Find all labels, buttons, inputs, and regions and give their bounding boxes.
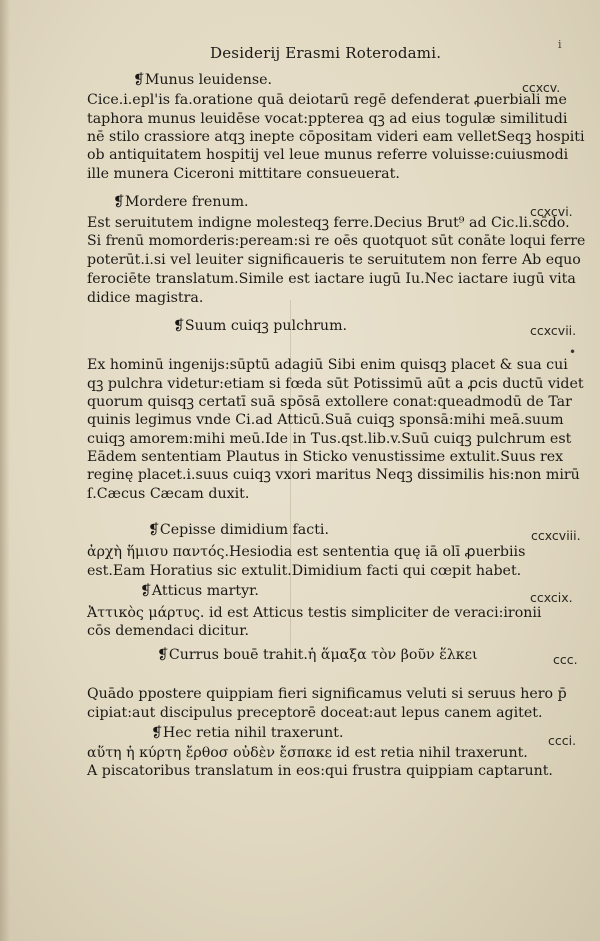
adage-300-lemma: ❡Currus bouē trahit.ἡ ἅμαξα τὸν βοῦν ἕλκει: [157, 647, 478, 663]
adage-295-line-4: ob antiquitatem hospitij vel leue munus referre voluisse:cuiusmodi: [87, 147, 569, 163]
adage-295-line-2: taphora munus leuidēse vocat:ppterea qꝫ ad eius togulæ similitudi: [87, 111, 568, 127]
adage-296-line-4: ferociēte translatum.Simile est iactare iugū Iu.Nec iactare iugū vita: [87, 271, 576, 287]
adage-297-line-2: qꝫ pulchra videtur:etiam si fœda sūt Potissimū aūt a ꝓcis ductū videt: [87, 376, 584, 392]
adage-297-line-1: Ex hominū ingenijs:sūptū adagiū Sibi enim quisqꝫ placet & sua cui: [87, 357, 568, 373]
adage-297-line-7: reginę placet.i.suus cuiqꝫ vxori maritus Neqꝫ dissimilis his:non mirū: [87, 467, 580, 483]
adage-298-line-1: ἀρχὴ ἥμισυ παντός.Hesiodia est sententia quę iā olī ꝓuerbiis: [87, 544, 526, 560]
adage-301-line-2: A piscatoribus translatum in eos:qui frustra quippiam captarunt.: [87, 763, 553, 779]
adage-299-lemma: ❡Atticus martyr.: [140, 583, 259, 599]
adage-297-line-5: cuiqꝫ amorem:mihi meū.Ide in Tus.qst.lib.v.Suū cuiqꝫ pulchrum est: [87, 431, 572, 447]
adage-295-line-3: nē stilo crassiore atqꝫ inepte cōpositam videri eam velletSeqꝫ hospiti: [87, 129, 585, 145]
page-edge-shadow: [0, 0, 10, 941]
adage-295-line-5: ille munera Ciceroni mittitare consueuerat.: [87, 166, 400, 182]
adage-297-lemma: ❡Suum cuiqꝫ pulchrum.: [173, 318, 348, 334]
adage-299-line-2: cōs demendaci dicitur.: [87, 623, 249, 639]
adage-298-lemma: ❡Cepisse dimidium facti.: [148, 522, 329, 538]
margin-mark: •: [569, 345, 577, 359]
adage-295-lemma: ❡Munus leuidense.: [133, 72, 273, 88]
adage-297-line-6: Eādem sententiam Plautus in Sticko venustissime extulit.Suus rex: [87, 449, 564, 465]
adage-301-lemma: ❡Hec retia nihil traxerunt.: [151, 725, 344, 741]
adage-300-number: ccc.: [553, 652, 578, 667]
adage-297-line-3: quorum quisqꝫ certatī suā spōsā extollere conat:queadmodū de Tar: [87, 394, 572, 410]
adage-297-line-4: quinis legimus vnde Ci.ad Atticū.Suā cuiqꝫ sponsā:mihi meā.suum: [87, 412, 564, 428]
adage-295-number: ccxcv.: [522, 80, 561, 95]
adage-299-line-1: Ἀττικὸς μάρτυς. id est Atticus testis simpliciter de veraci:ironii: [87, 605, 542, 621]
adage-296-line-3: poterūt.i.si vel leuiter significaueris te seruitutem non ferre Ab equo: [87, 252, 581, 268]
adage-300-line-1: Quādo ppostere quippiam fieri significamus veluti si seruus hero p̄: [87, 686, 567, 702]
adage-296-line-1: Est seruitutem indigne molesteqꝫ ferre.Decius Brut⁹ ad Cic.li.sc̄do.: [87, 215, 570, 231]
adage-301-line-1: αὕτη ἡ κύρτη ἔρθοσ οὐδὲν ἔσπακε id est retia nihil traxerunt.: [87, 745, 528, 761]
adage-296-lemma: ❡Mordere frenum.: [113, 194, 249, 210]
adage-297-number: ccxcvii.: [530, 323, 577, 338]
adage-300-line-2: cipiat:aut discipulus preceptorē doceat:aut lepus canem agitet.: [87, 705, 543, 721]
adage-296-number: ccxcvi.: [530, 204, 573, 219]
adage-299-number: ccxcix.: [530, 590, 573, 605]
folio-mark: i: [558, 38, 562, 51]
adage-297-line-8: ſ.Cæcus Cæcam duxit.: [87, 486, 250, 502]
adage-301-number: ccci.: [548, 733, 577, 748]
adage-295-line-1: Cice.i.epl'is fa.oratione quā deiotarū regē defenderat ꝓuerbiali me: [87, 92, 567, 108]
running-header: Desiderij Erasmi Roterodami.: [210, 44, 442, 62]
adage-296-line-5: didice magistra.: [87, 290, 204, 306]
adage-298-number: ccxcviii.: [531, 528, 581, 543]
adage-298-line-2: est.Eam Horatius sic extulit.Dimidium facti qui cœpit habet.: [87, 563, 522, 579]
adage-296-line-2: Si frenū momorderis:peream:si re oēs quotquot sūt conāte loqui ferre: [87, 233, 586, 249]
